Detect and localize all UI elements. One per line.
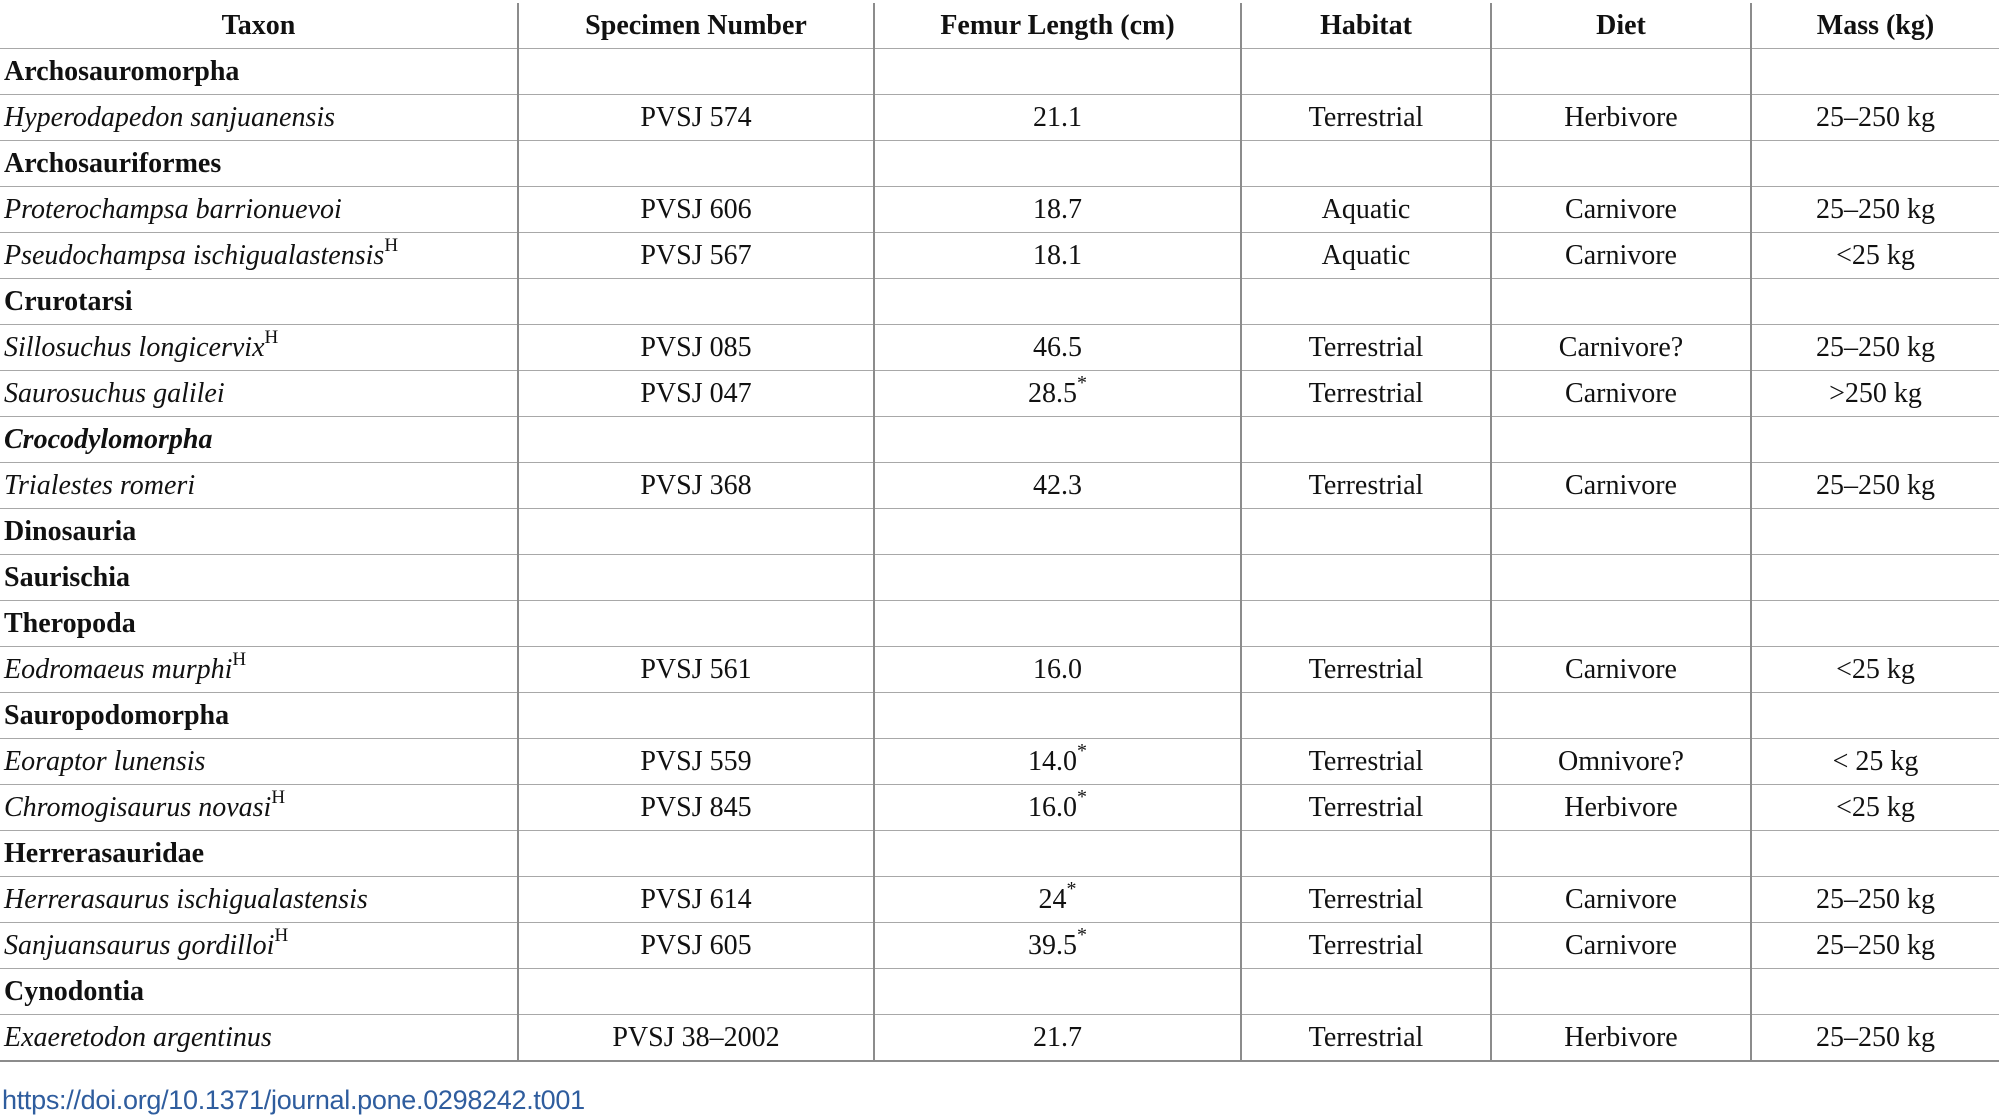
femur-length-value: 18.7 bbox=[1033, 194, 1082, 225]
empty-cell bbox=[1491, 969, 1751, 1015]
taxon-cell bbox=[0, 969, 518, 1015]
habitat-cell: Terrestrial bbox=[1241, 325, 1491, 371]
empty-cell bbox=[1241, 417, 1491, 463]
species-name: Pseudochampsa ischigualastensis bbox=[4, 240, 385, 271]
empty-cell bbox=[874, 693, 1241, 739]
habitat-cell: Terrestrial bbox=[1241, 923, 1491, 969]
mass-cell: >250 kg bbox=[1751, 371, 1999, 417]
table-group-row bbox=[0, 693, 1999, 739]
mass-cell: <25 kg bbox=[1751, 647, 1999, 693]
diet-cell: Carnivore bbox=[1491, 233, 1751, 279]
diet-cell: Carnivore bbox=[1491, 647, 1751, 693]
table-body bbox=[0, 49, 1999, 1062]
habitat-cell: Aquatic bbox=[1241, 187, 1491, 233]
group-name: Archosauromorpha bbox=[4, 56, 240, 87]
empty-cell bbox=[518, 831, 874, 877]
group-name: Saurischia bbox=[4, 562, 131, 593]
mass-cell: 25–250 kg bbox=[1751, 463, 1999, 509]
header-femur-length: Femur Length (cm) bbox=[874, 3, 1241, 49]
specimen-number-cell: PVSJ 38–2002 bbox=[518, 1015, 874, 1062]
empty-cell bbox=[1491, 49, 1751, 95]
mass-cell: 25–250 kg bbox=[1751, 187, 1999, 233]
group-name: Crurotarsi bbox=[4, 286, 133, 317]
femur-length-value: 14.0 bbox=[1028, 746, 1077, 777]
species-name: Exaeretodon argentinus bbox=[4, 1022, 272, 1053]
empty-cell bbox=[518, 417, 874, 463]
femur-length-cell bbox=[874, 233, 1241, 279]
diet-cell: Carnivore bbox=[1491, 463, 1751, 509]
empty-cell bbox=[1491, 693, 1751, 739]
femur-length-cell bbox=[874, 1015, 1241, 1062]
taxon-cell bbox=[0, 509, 518, 555]
empty-cell bbox=[1241, 279, 1491, 325]
holotype-marker: H bbox=[264, 326, 279, 348]
mass-cell: <25 kg bbox=[1751, 233, 1999, 279]
femur-length-cell bbox=[874, 463, 1241, 509]
specimen-number-cell: PVSJ 614 bbox=[518, 877, 874, 923]
taxon-cell bbox=[0, 785, 518, 831]
table-row bbox=[0, 739, 1999, 785]
empty-cell bbox=[518, 279, 874, 325]
taxon-cell bbox=[0, 693, 518, 739]
header-row bbox=[0, 3, 1999, 49]
empty-cell bbox=[874, 555, 1241, 601]
species-name: Sanjuansaurus gordilloi bbox=[4, 930, 275, 961]
estimate-marker: * bbox=[1077, 371, 1087, 394]
doi-link[interactable]: https://doi.org/10.1371/journal.pone.0298242.t001 bbox=[2, 1085, 585, 1115]
taxon-cell bbox=[0, 831, 518, 877]
empty-cell bbox=[1751, 969, 1999, 1015]
femur-length-cell bbox=[874, 785, 1241, 831]
specimen-number-cell: PVSJ 574 bbox=[518, 95, 874, 141]
mass-cell: 25–250 kg bbox=[1751, 877, 1999, 923]
group-name: Herrerasauridae bbox=[4, 838, 205, 869]
table-row bbox=[0, 877, 1999, 923]
empty-cell bbox=[1491, 141, 1751, 187]
table-group-row bbox=[0, 509, 1999, 555]
specimen-number-cell: PVSJ 561 bbox=[518, 647, 874, 693]
diet-cell: Carnivore? bbox=[1491, 325, 1751, 371]
habitat-cell: Terrestrial bbox=[1241, 647, 1491, 693]
femur-length-value: 28.5 bbox=[1028, 378, 1077, 409]
holotype-marker: H bbox=[271, 786, 286, 808]
table-group-row bbox=[0, 555, 1999, 601]
taxon-cell bbox=[0, 141, 518, 187]
habitat-cell: Terrestrial bbox=[1241, 739, 1491, 785]
specimen-number-cell: PVSJ 559 bbox=[518, 739, 874, 785]
table-row bbox=[0, 187, 1999, 233]
empty-cell bbox=[1751, 509, 1999, 555]
femur-length-cell bbox=[874, 877, 1241, 923]
empty-cell bbox=[1241, 601, 1491, 647]
empty-cell bbox=[1241, 141, 1491, 187]
specimen-number-cell: PVSJ 085 bbox=[518, 325, 874, 371]
empty-cell bbox=[1491, 279, 1751, 325]
mass-cell: 25–250 kg bbox=[1751, 1015, 1999, 1062]
femur-length-cell bbox=[874, 923, 1241, 969]
habitat-cell: Aquatic bbox=[1241, 233, 1491, 279]
empty-cell bbox=[1751, 555, 1999, 601]
empty-cell bbox=[1751, 417, 1999, 463]
table-row bbox=[0, 371, 1999, 417]
diet-cell: Herbivore bbox=[1491, 95, 1751, 141]
holotype-marker: H bbox=[384, 234, 399, 256]
femur-length-cell bbox=[874, 95, 1241, 141]
species-name: Trialestes romeri bbox=[4, 470, 196, 501]
taxon-cell bbox=[0, 463, 518, 509]
group-name: Archosauriformes bbox=[4, 148, 222, 179]
empty-cell bbox=[518, 601, 874, 647]
empty-cell bbox=[1491, 831, 1751, 877]
table-group-row bbox=[0, 141, 1999, 187]
taxa-table bbox=[0, 3, 1999, 1062]
empty-cell bbox=[874, 601, 1241, 647]
holotype-marker: H bbox=[232, 648, 247, 670]
data-table-container bbox=[0, 3, 1999, 1062]
habitat-cell: Terrestrial bbox=[1241, 877, 1491, 923]
diet-cell: Herbivore bbox=[1491, 785, 1751, 831]
taxon-cell bbox=[0, 601, 518, 647]
empty-cell bbox=[1241, 969, 1491, 1015]
empty-cell bbox=[874, 49, 1241, 95]
group-name: Dinosauria bbox=[4, 516, 137, 547]
femur-length-cell bbox=[874, 325, 1241, 371]
empty-cell bbox=[518, 555, 874, 601]
mass-cell: 25–250 kg bbox=[1751, 325, 1999, 371]
empty-cell bbox=[874, 969, 1241, 1015]
empty-cell bbox=[1241, 509, 1491, 555]
empty-cell bbox=[1751, 831, 1999, 877]
mass-cell: < 25 kg bbox=[1751, 739, 1999, 785]
taxon-cell bbox=[0, 647, 518, 693]
habitat-cell: Terrestrial bbox=[1241, 785, 1491, 831]
header-mass: Mass (kg) bbox=[1751, 3, 1999, 49]
habitat-cell: Terrestrial bbox=[1241, 371, 1491, 417]
table-row bbox=[0, 233, 1999, 279]
diet-cell: Carnivore bbox=[1491, 187, 1751, 233]
empty-cell bbox=[1751, 141, 1999, 187]
table-group-row bbox=[0, 417, 1999, 463]
empty-cell bbox=[874, 141, 1241, 187]
specimen-number-cell: PVSJ 567 bbox=[518, 233, 874, 279]
empty-cell bbox=[518, 509, 874, 555]
estimate-marker: * bbox=[1077, 923, 1087, 946]
species-name: Hyperodapedon sanjuanensis bbox=[4, 102, 336, 133]
specimen-number-cell: PVSJ 606 bbox=[518, 187, 874, 233]
header-diet: Diet bbox=[1491, 3, 1751, 49]
table-row bbox=[0, 923, 1999, 969]
species-name: Chromogisaurus novasi bbox=[4, 792, 272, 823]
empty-cell bbox=[1751, 49, 1999, 95]
taxon-cell bbox=[0, 371, 518, 417]
mass-cell: 25–250 kg bbox=[1751, 923, 1999, 969]
femur-length-cell bbox=[874, 187, 1241, 233]
header-habitat: Habitat bbox=[1241, 3, 1491, 49]
species-name: Herrerasaurus ischigualastensis bbox=[4, 884, 368, 915]
table-row bbox=[0, 785, 1999, 831]
empty-cell bbox=[518, 969, 874, 1015]
specimen-number-cell: PVSJ 047 bbox=[518, 371, 874, 417]
estimate-marker: * bbox=[1066, 877, 1077, 900]
table-group-row bbox=[0, 49, 1999, 95]
femur-length-value: 21.1 bbox=[1033, 102, 1082, 133]
table-row bbox=[0, 1015, 1999, 1062]
table-group-row bbox=[0, 279, 1999, 325]
taxon-cell bbox=[0, 877, 518, 923]
table-row bbox=[0, 325, 1999, 371]
table-row bbox=[0, 95, 1999, 141]
species-name: Eodromaeus murphi bbox=[4, 654, 233, 685]
empty-cell bbox=[1491, 417, 1751, 463]
species-name: Saurosuchus galilei bbox=[4, 378, 225, 409]
empty-cell bbox=[518, 141, 874, 187]
diet-cell: Herbivore bbox=[1491, 1015, 1751, 1062]
femur-length-cell bbox=[874, 739, 1241, 785]
group-name: Sauropodomorpha bbox=[4, 700, 230, 731]
femur-length-value: 16.0 bbox=[1028, 792, 1077, 823]
taxon-cell bbox=[0, 739, 518, 785]
taxon-cell bbox=[0, 279, 518, 325]
taxon-cell bbox=[0, 187, 518, 233]
femur-length-value: 18.1 bbox=[1033, 240, 1082, 271]
table-group-row bbox=[0, 831, 1999, 877]
empty-cell bbox=[1241, 49, 1491, 95]
empty-cell bbox=[1751, 601, 1999, 647]
estimate-marker: * bbox=[1077, 785, 1087, 808]
taxon-cell bbox=[0, 233, 518, 279]
femur-length-cell bbox=[874, 371, 1241, 417]
group-name: Cynodontia bbox=[4, 976, 145, 1007]
specimen-number-cell: PVSJ 605 bbox=[518, 923, 874, 969]
habitat-cell: Terrestrial bbox=[1241, 95, 1491, 141]
habitat-cell: Terrestrial bbox=[1241, 1015, 1491, 1062]
femur-length-value: 16.0 bbox=[1033, 654, 1082, 685]
taxon-cell bbox=[0, 555, 518, 601]
habitat-cell: Terrestrial bbox=[1241, 463, 1491, 509]
species-name: Proterochampsa barrionuevoi bbox=[4, 194, 342, 225]
femur-length-value: 39.5 bbox=[1028, 930, 1077, 961]
estimate-marker: * bbox=[1077, 739, 1087, 762]
empty-cell bbox=[874, 509, 1241, 555]
diet-cell: Carnivore bbox=[1491, 877, 1751, 923]
empty-cell bbox=[1491, 601, 1751, 647]
empty-cell bbox=[1491, 555, 1751, 601]
taxon-cell bbox=[0, 325, 518, 371]
femur-length-value: 46.5 bbox=[1033, 332, 1082, 363]
specimen-number-cell: PVSJ 845 bbox=[518, 785, 874, 831]
diet-cell: Carnivore bbox=[1491, 923, 1751, 969]
femur-length-value: 21.7 bbox=[1033, 1022, 1082, 1053]
mass-cell: <25 kg bbox=[1751, 785, 1999, 831]
empty-cell bbox=[874, 279, 1241, 325]
diet-cell: Omnivore? bbox=[1491, 739, 1751, 785]
empty-cell bbox=[518, 693, 874, 739]
empty-cell bbox=[874, 831, 1241, 877]
empty-cell bbox=[1751, 693, 1999, 739]
empty-cell bbox=[518, 49, 874, 95]
specimen-number-cell: PVSJ 368 bbox=[518, 463, 874, 509]
species-name: Sillosuchus longicervix bbox=[4, 332, 265, 363]
holotype-marker: H bbox=[274, 924, 289, 946]
table-group-row bbox=[0, 969, 1999, 1015]
header-specimen-number: Specimen Number bbox=[518, 3, 874, 49]
taxon-cell bbox=[0, 49, 518, 95]
femur-length-value: 42.3 bbox=[1033, 470, 1082, 501]
femur-length-cell bbox=[874, 647, 1241, 693]
empty-cell bbox=[874, 417, 1241, 463]
empty-cell bbox=[1751, 279, 1999, 325]
taxon-cell bbox=[0, 923, 518, 969]
taxon-cell bbox=[0, 1015, 518, 1062]
table-row bbox=[0, 463, 1999, 509]
mass-cell: 25–250 kg bbox=[1751, 95, 1999, 141]
empty-cell bbox=[1241, 693, 1491, 739]
group-name: Crocodylomorpha bbox=[4, 424, 213, 455]
table-group-row bbox=[0, 601, 1999, 647]
taxon-cell bbox=[0, 95, 518, 141]
group-name: Theropoda bbox=[4, 608, 136, 639]
empty-cell bbox=[1241, 831, 1491, 877]
femur-length-value: 24 bbox=[1038, 884, 1067, 915]
header-taxon: Taxon bbox=[0, 3, 518, 49]
table-row bbox=[0, 647, 1999, 693]
diet-cell: Carnivore bbox=[1491, 371, 1751, 417]
empty-cell bbox=[1491, 509, 1751, 555]
taxon-cell bbox=[0, 417, 518, 463]
species-name: Eoraptor lunensis bbox=[4, 746, 206, 777]
empty-cell bbox=[1241, 555, 1491, 601]
